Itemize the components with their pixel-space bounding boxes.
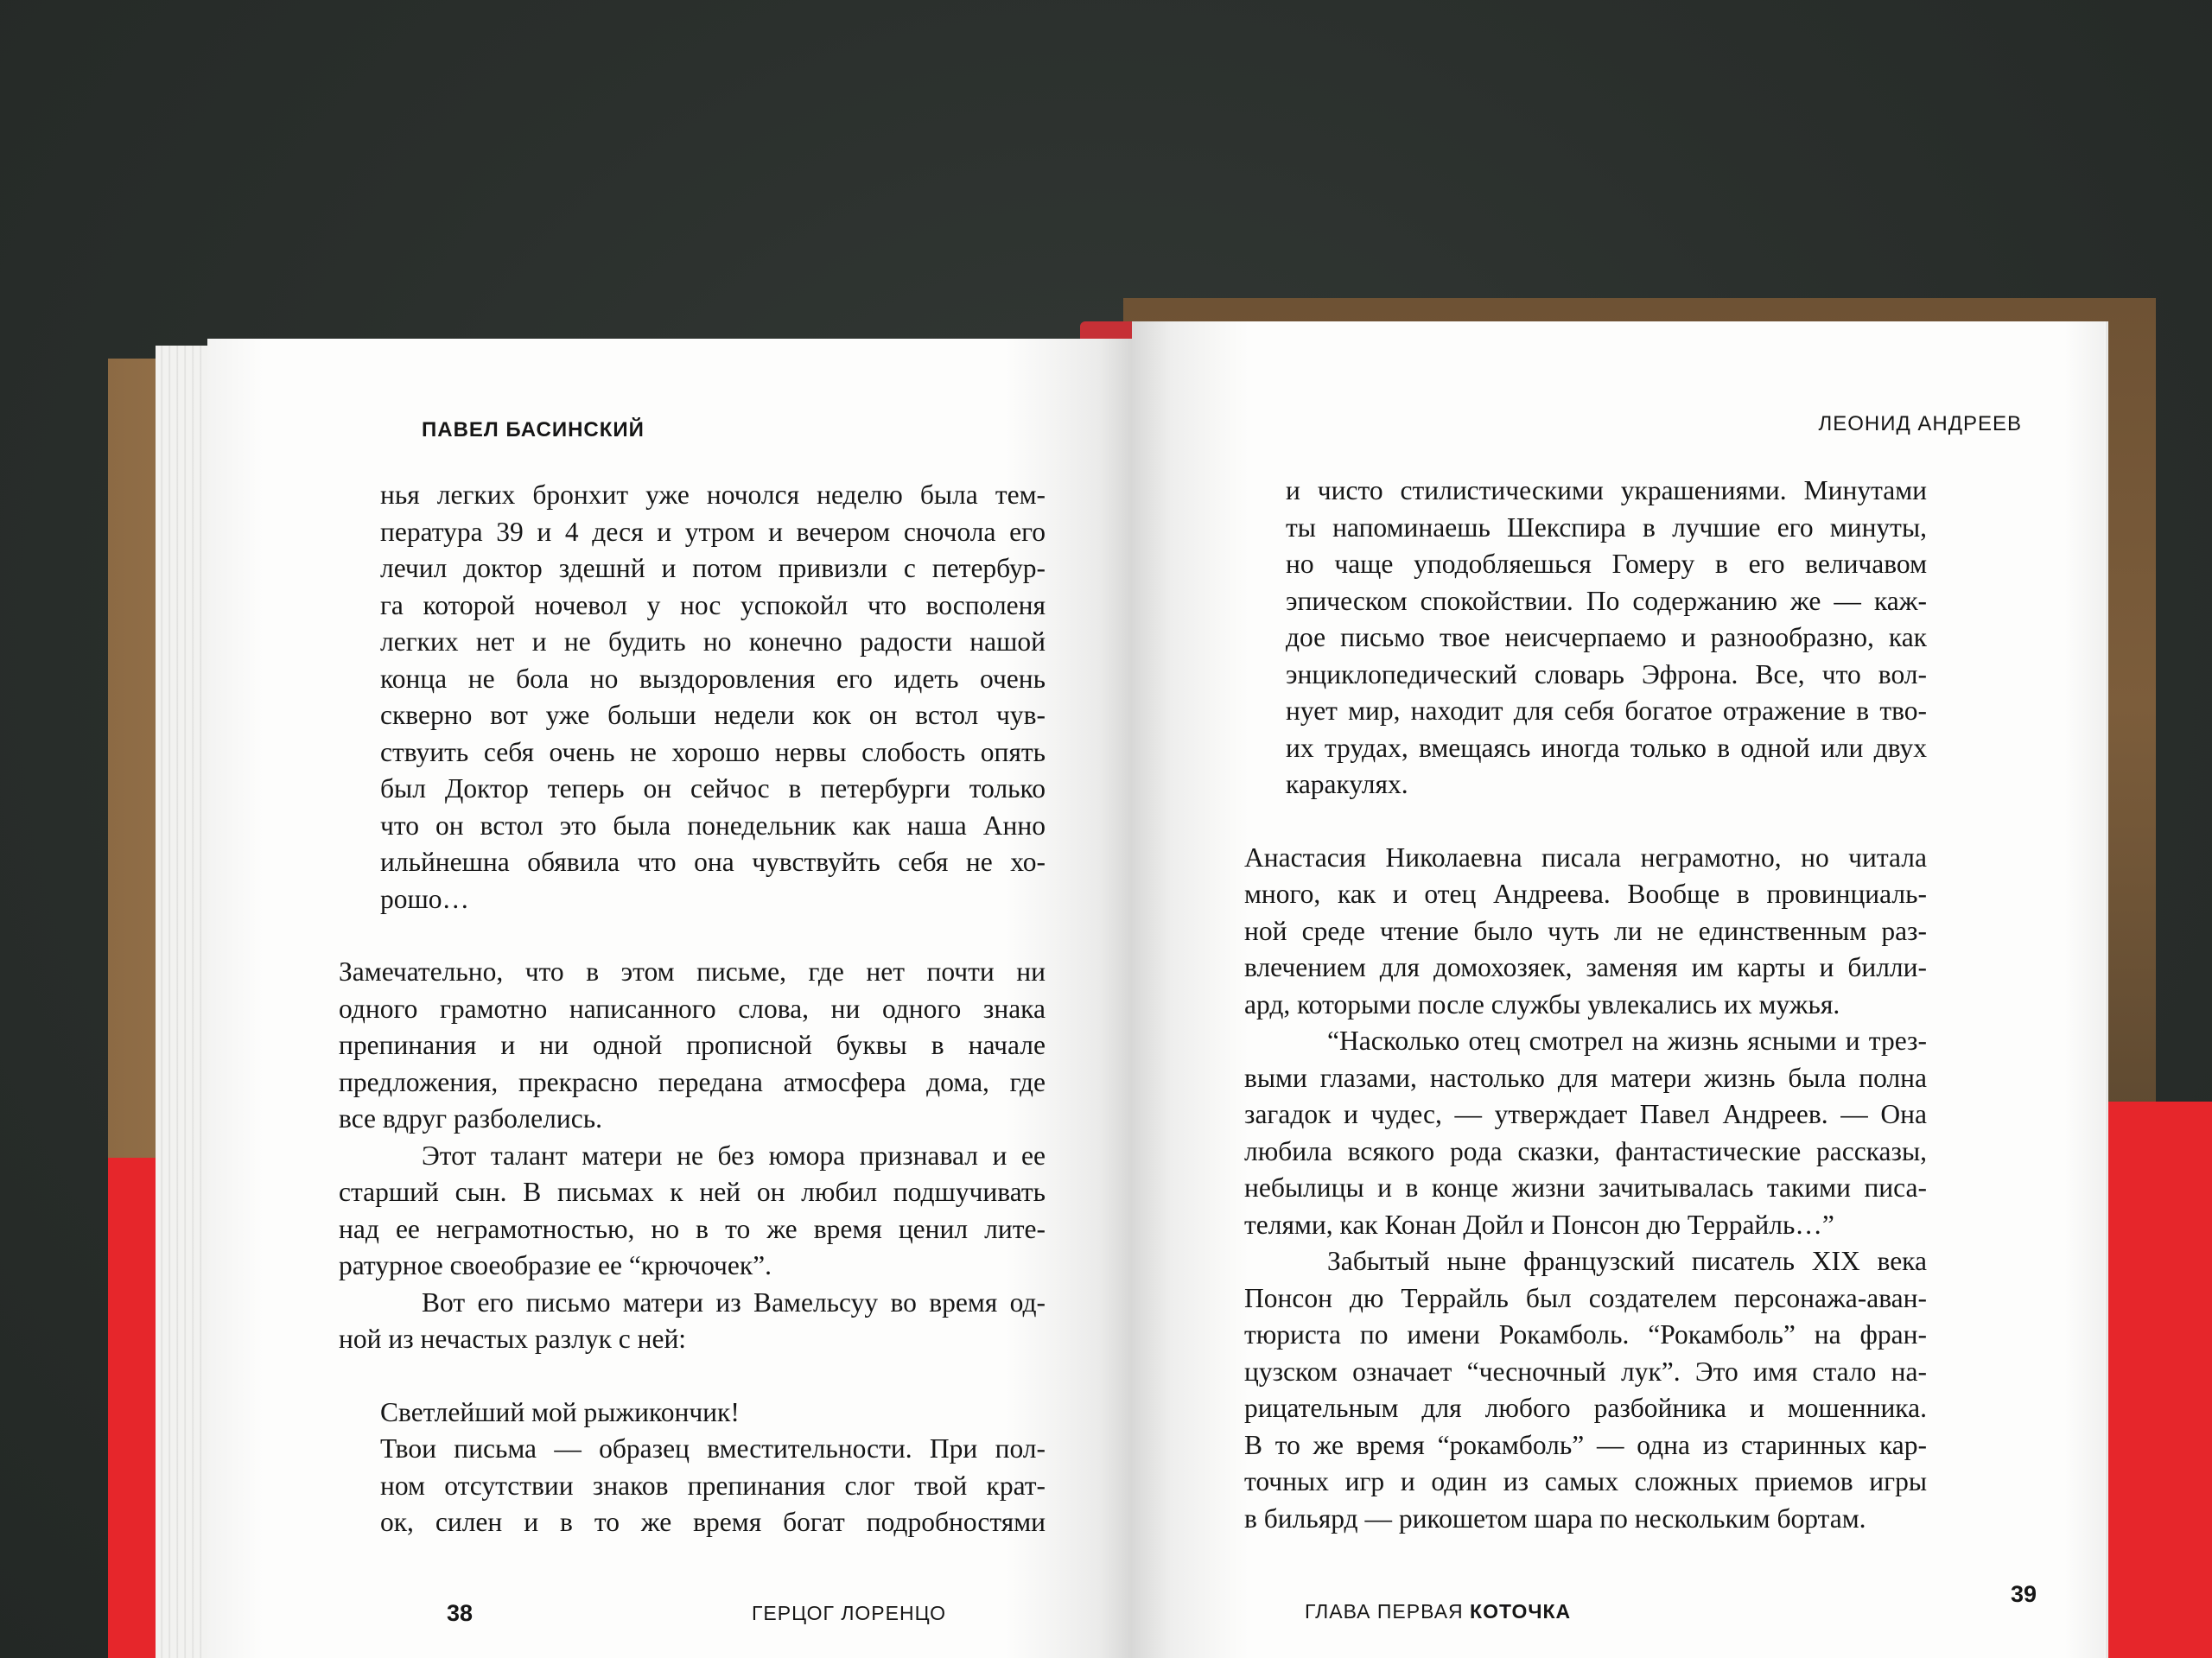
letter-quote-continued (1244, 473, 1927, 804)
paragraph (1244, 1023, 1927, 1243)
letter-excerpt (380, 477, 1046, 918)
text-line: одного грамотно написанного слова, ни одного знака (339, 993, 1046, 1024)
text-line: загадок и чудес, — утверждает Павел Андреев. — Она (1244, 1099, 1927, 1129)
left-page-body (339, 477, 1046, 1541)
page-number-right: 39 (2010, 1581, 2037, 1607)
text-line: выми глазами, настолько для матери жизнь была полна (1244, 1062, 1927, 1093)
footer-right (1305, 1600, 1571, 1623)
paragraph (339, 1138, 1046, 1285)
text-line: скверно вот уже больши недели кок он встол чув- (380, 700, 1046, 730)
text-line: Забытый ныне французский писатель XIX века (1327, 1246, 1927, 1276)
text-line: старший сын. В письмах к ней он любил подшучивать (339, 1177, 1046, 1207)
text-line: пература 39 и 4 деся и утром и вечером сночола его (380, 516, 1046, 547)
text-line: тюриста по имени Рокамболь. “Рокамболь” на фран- (1244, 1319, 1927, 1350)
text-line: много, как и отец Андреева. Вообще в провинциаль- (1244, 879, 1927, 909)
paragraph (339, 954, 1046, 1138)
footer-chapter: ГЛАВА ПЕРВАЯ (1305, 1600, 1464, 1623)
text-line: в бильярд — рикошетом шара по нескольким бортам. (1244, 1502, 1866, 1534)
paragraph (1244, 840, 1927, 1024)
text-line: ствуить себя очень не хорошо нервы слобость опять (380, 736, 1046, 767)
text-line: Понсон дю Террайль был создателем персонажа-аван- (1244, 1282, 1927, 1313)
text-line: Этот талант матери не без юмора признавал и ее (422, 1140, 1046, 1171)
paragraph (339, 1285, 1046, 1358)
text-line: нует мир, находит для себя богатое отражение в тво- (1286, 696, 1927, 726)
text-line: рицательным для любого разбойника и мошенника. (1244, 1393, 1927, 1423)
text-line: и чисто стилистическими украшениями. Минутами (1286, 475, 1927, 505)
text-line: влечением для домохозяек, заменяя им карты и билли- (1244, 952, 1927, 982)
left-page (207, 339, 1136, 1658)
text-line: цузском означает “чесночный лук”. Это имя стало на- (1244, 1356, 1927, 1387)
text-line: ты напоминаешь Шекспира в лучшие его минуты, (1286, 511, 1927, 543)
text-line: эпическом спокойствии. По содержанию же — каж- (1286, 585, 1927, 616)
text-line: их трудах, вмещаясь иногда только в одной или двух (1286, 732, 1927, 763)
text-line: любила всякого рода сказки, фантастические рассказы, (1244, 1135, 1927, 1166)
text-line: предложения, прекрасно передана атмосфера дома, где (339, 1066, 1046, 1097)
text-line: что он встол это была понедельник как наша Анно (380, 810, 1046, 841)
text-line: рошо… (380, 883, 470, 914)
text-line: все вдруг разболелись. (339, 1103, 602, 1134)
text-line: телями, как Конан Дойл и Понсон дю Террайль…” (1244, 1209, 1834, 1240)
running-head-right: ЛЕОНИД АНДРЕЕВ (1818, 412, 2022, 435)
text-line: легких нет и не будить но конечно радости нашой (380, 626, 1046, 657)
text-line: ок, силен и в то же время богат подробностями (380, 1507, 1046, 1537)
letter-quote (380, 1394, 1046, 1541)
footer-left: ГЕРЦОГ ЛОРЕНЦО (751, 1602, 946, 1624)
text-line: Замечательно, что в этом письме, где нет почти ни (339, 956, 1046, 987)
text-line: энциклопедический словарь Эфрона. Все, что вол- (1286, 658, 1927, 689)
text-line: ратурное своеобразие ее “крючочек”. (339, 1250, 772, 1280)
running-head-left: ПАВЕЛ БАСИНСКИЙ (422, 418, 645, 441)
text-line: В то же время “рокамболь” — одна из старинных кар- (1244, 1429, 1927, 1460)
text-line: Анастасия Николаевна писала неграмотно, но читала (1244, 842, 1927, 873)
text-line: точных игр и один из самых сложных приемов игры (1244, 1466, 1927, 1496)
text-line: Светлейший мой рыжикончик! (380, 1396, 740, 1427)
text-line: ильйнешна обявила что она чувствуйть себя не хо- (380, 847, 1046, 877)
text-line: Вот его письмо матери из Вамельсуу во время од- (422, 1286, 1046, 1318)
text-line: ной среде чтение было чуть ли не единственным раз- (1244, 915, 1927, 946)
page-number-left: 38 (447, 1600, 474, 1626)
text-line: Твои письма — образец вместительности. При пол- (380, 1433, 1046, 1464)
right-page (1132, 321, 2104, 1658)
paragraph (1244, 1243, 1927, 1537)
text-line: ной из нечастых разлук с ней: (339, 1324, 687, 1354)
text-line: но чаще уподобляешься Гомеру в его величавом (1286, 549, 1927, 579)
text-line: над ее неграмотностью, но в то же время ценил лите- (339, 1213, 1046, 1244)
text-line: лечил доктор здешнй и потом привизли с петербур- (380, 553, 1046, 583)
text-line: га которой ночевол у нос успокойл что восполеня (380, 589, 1046, 620)
text-line: “Насколько отец смотрел на жизнь ясными и трез- (1327, 1026, 1927, 1056)
footer-chapter-title: КОТОЧКА (1470, 1600, 1572, 1623)
text-line: был Доктор теперь он сейчос в петербурги только (380, 773, 1046, 804)
text-line: препинания и ни одной прописной буквы в начале (339, 1030, 1046, 1060)
text-line: ард, которыми после службы увлекались их мужья. (1244, 988, 1840, 1020)
right-page-body (1244, 473, 1927, 1537)
text-line: конца не бола но выздоровления его идеть очень (380, 663, 1046, 694)
text-line: нья легких бронхит уже ночолся неделю была тем- (380, 480, 1046, 510)
text-line: дое письмо твое неисчерпаемо и разнообразно, как (1286, 622, 1927, 652)
text-line: ном отсутствии знаков препинания слог твой крат- (380, 1470, 1046, 1501)
text-line: небылицы и в конце жизни зачитывалась такими писа- (1244, 1172, 1927, 1203)
text-line: каракулях. (1286, 769, 1408, 799)
